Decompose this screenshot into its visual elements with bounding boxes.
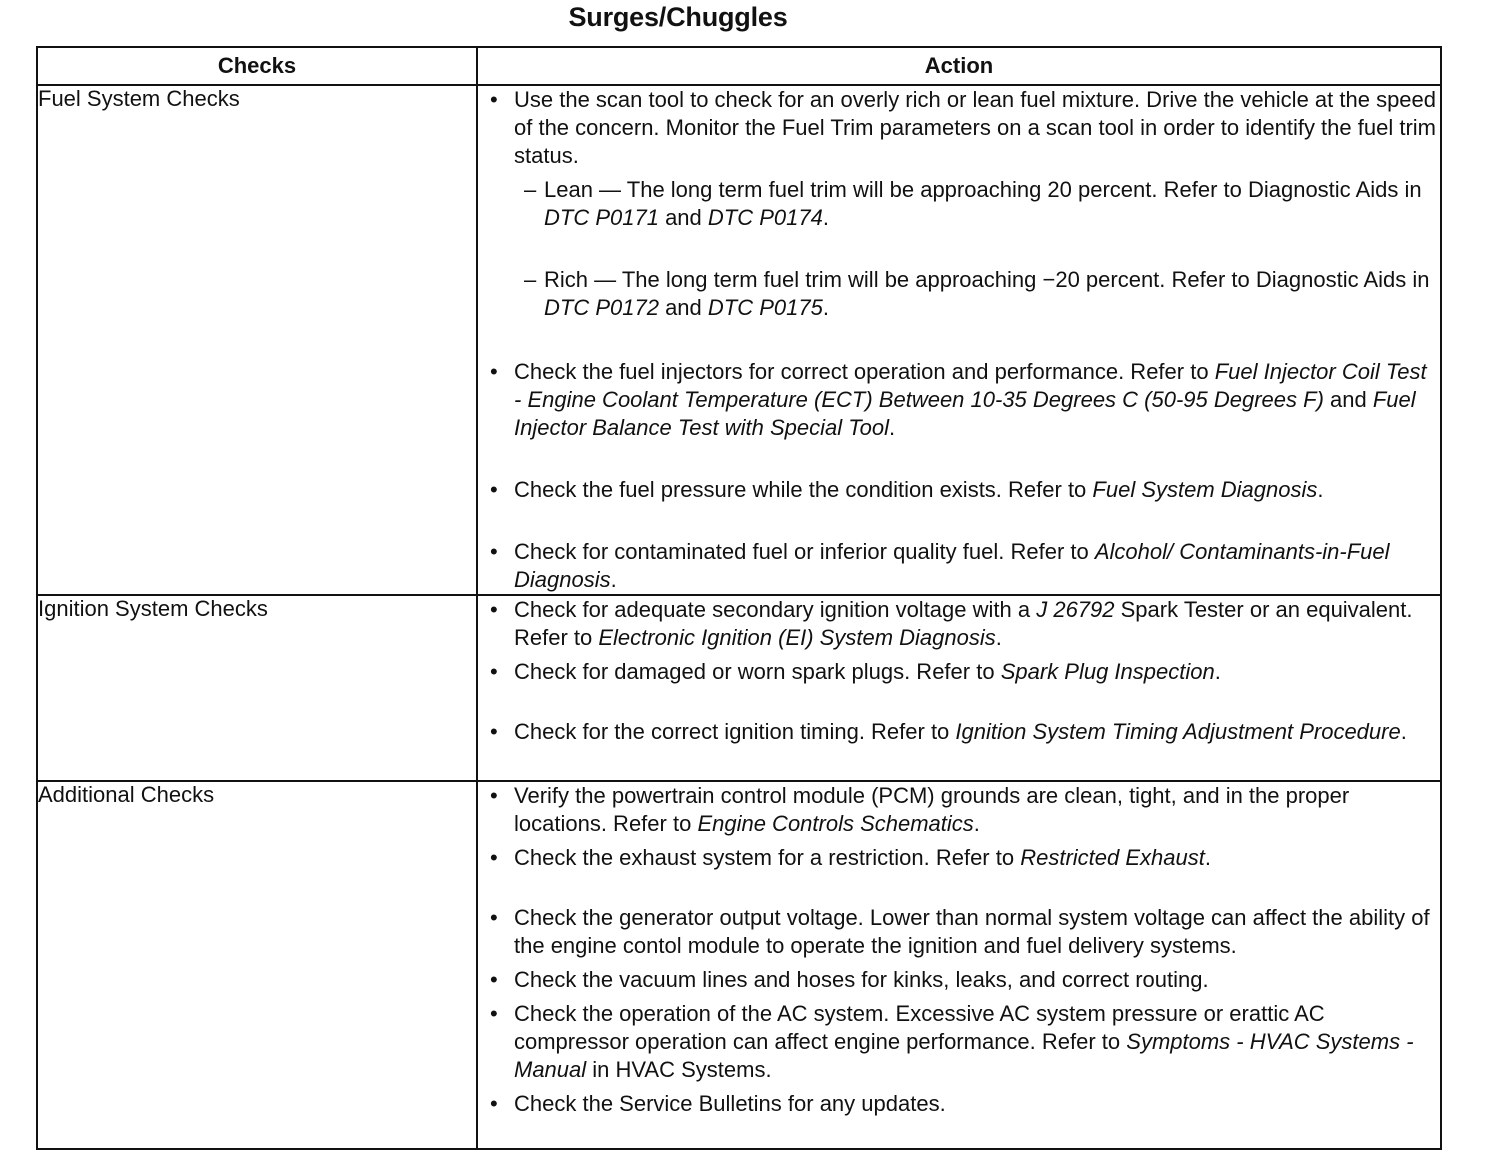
ref-j26792: J 26792 (1036, 597, 1115, 622)
fuel-item-rich: – Rich — The long term fuel trim will be approaching −20 percent. Refer to Diagnostic Aids in DTC P0172 and DTC P0175. (514, 266, 1440, 322)
ref-restricted-exhaust: Restricted Exhaust (1020, 845, 1205, 870)
additional-item-ac-system: • Check the operation of the AC system. Excessive AC system pressure or erattic AC compressor operation can affect engine performance. Refer to Symptoms - HVAC Systems - Manual in HVAC Systems. (478, 1000, 1440, 1084)
ref-engine-controls-schematics: Engine Controls Schematics (697, 811, 974, 836)
ref-fuel-system-diagnosis: Fuel System Diagnosis (1092, 477, 1318, 502)
additional-item-pcm-grounds: • Verify the powertrain control module (PCM) grounds are clean, tight, and in the proper locations. Refer to Engine Controls Schematics. (478, 782, 1440, 838)
additional-actions (477, 781, 1441, 1149)
additional-item-generator: • Check the generator output voltage. Lower than normal system voltage can affect the ability of the engine contol module to operate the ignition and fuel delivery systems. (478, 904, 1440, 960)
ref-symptoms-hvac: Symptoms - HVAC Systems - Manual (514, 1029, 1414, 1082)
page-title: Surges/Chuggles (568, 2, 788, 32)
ref-dtc-p0174: DTC P0174 (707, 205, 823, 230)
symptoms-table (36, 46, 1442, 1150)
fuel-item-lean: – Lean — The long term fuel trim will be approaching 20 percent. Refer to Diagnostic Aids in DTC P0171 and DTC P0174. (514, 176, 1440, 232)
ignition-item-secondary-voltage: • Check for adequate secondary ignition voltage with a J 26792 Spark Tester or an equivalent. Refer to Electronic Ignition (EI) System Diagnosis. (478, 596, 1440, 652)
fuel-item-scan-tool: • Use the scan tool to check for an overly rich or lean fuel mixture. Drive the vehicle at the speed of the concern. Monitor the Fuel Trim parameters on a scan tool in order to identify the fuel trim status. – Lean — The long term fuel trim will be approaching 20 percent. Refer to Diagnostic Aids in DTC P0171 and DTC P0174. – Rich — The long term fuel trim will be approaching −20 percent. Refer to Diagnostic Aids in DTC P0172 and DTC P0175. (478, 86, 1440, 322)
fuel-item-injectors: • Check the fuel injectors for correct operation and performance. Refer to Fuel Injector Coil Test - Engine Coolant Temperature (ECT) Between 10-35 Degrees C (50-95 Degrees F) and Fuel Injector Balance Test with Special Tool. (478, 358, 1440, 442)
ref-injector-coil-test: Fuel Injector Coil Test - Engine Coolant Temperature (ECT) Between 10-35 Degrees C (50-95 Degrees F) (514, 359, 1427, 412)
fuel-item-contaminated: • Check for contaminated fuel or inferior quality fuel. Refer to Alcohol/ Contaminants-in-Fuel Diagnosis. (478, 538, 1440, 594)
ref-injector-balance-test: Fuel Injector Balance Test with Special Tool (514, 387, 1416, 440)
fuel-checks-label: Fuel System Checks (37, 85, 477, 595)
additional-item-exhaust: • Check the exhaust system for a restriction. Refer to Restricted Exhaust. (478, 844, 1440, 872)
fuel-actions (477, 85, 1441, 595)
ref-spark-plug-inspection: Spark Plug Inspection (1000, 659, 1215, 684)
additional-item-bulletins: • Check the Service Bulletins for any updates. (478, 1090, 1440, 1118)
ignition-actions (477, 595, 1441, 781)
table-row-ignition (37, 595, 1441, 781)
table-row-fuel (37, 85, 1441, 595)
ignition-checks-label: Ignition System Checks (37, 595, 477, 781)
additional-item-vacuum: • Check the vacuum lines and hoses for kinks, leaks, and correct routing. (478, 966, 1440, 994)
checks-column-header: Checks (37, 47, 477, 85)
ref-alcohol-contaminants: Alcohol/ Contaminants-in-Fuel Diagnosis (514, 539, 1390, 592)
ref-ei-system-diagnosis: Electronic Ignition (EI) System Diagnosis (598, 625, 996, 650)
table-row-additional (37, 781, 1441, 1149)
ref-dtc-p0175: DTC P0175 (707, 295, 823, 320)
action-column-header: Action (477, 47, 1441, 85)
additional-checks-label: Additional Checks (37, 781, 477, 1149)
ignition-item-timing: • Check for the correct ignition timing. Refer to Ignition System Timing Adjustment Procedure. (478, 718, 1440, 746)
table-header-row (37, 47, 1441, 85)
ref-dtc-p0172: DTC P0172 (544, 295, 659, 320)
fuel-item-pressure: • Check the fuel pressure while the condition exists. Refer to Fuel System Diagnosis. (478, 476, 1440, 504)
ref-dtc-p0171: DTC P0171 (544, 205, 659, 230)
ignition-item-spark-plugs: • Check for damaged or worn spark plugs. Refer to Spark Plug Inspection. (478, 658, 1440, 686)
ref-timing-adjustment: Ignition System Timing Adjustment Procedure (955, 719, 1401, 744)
